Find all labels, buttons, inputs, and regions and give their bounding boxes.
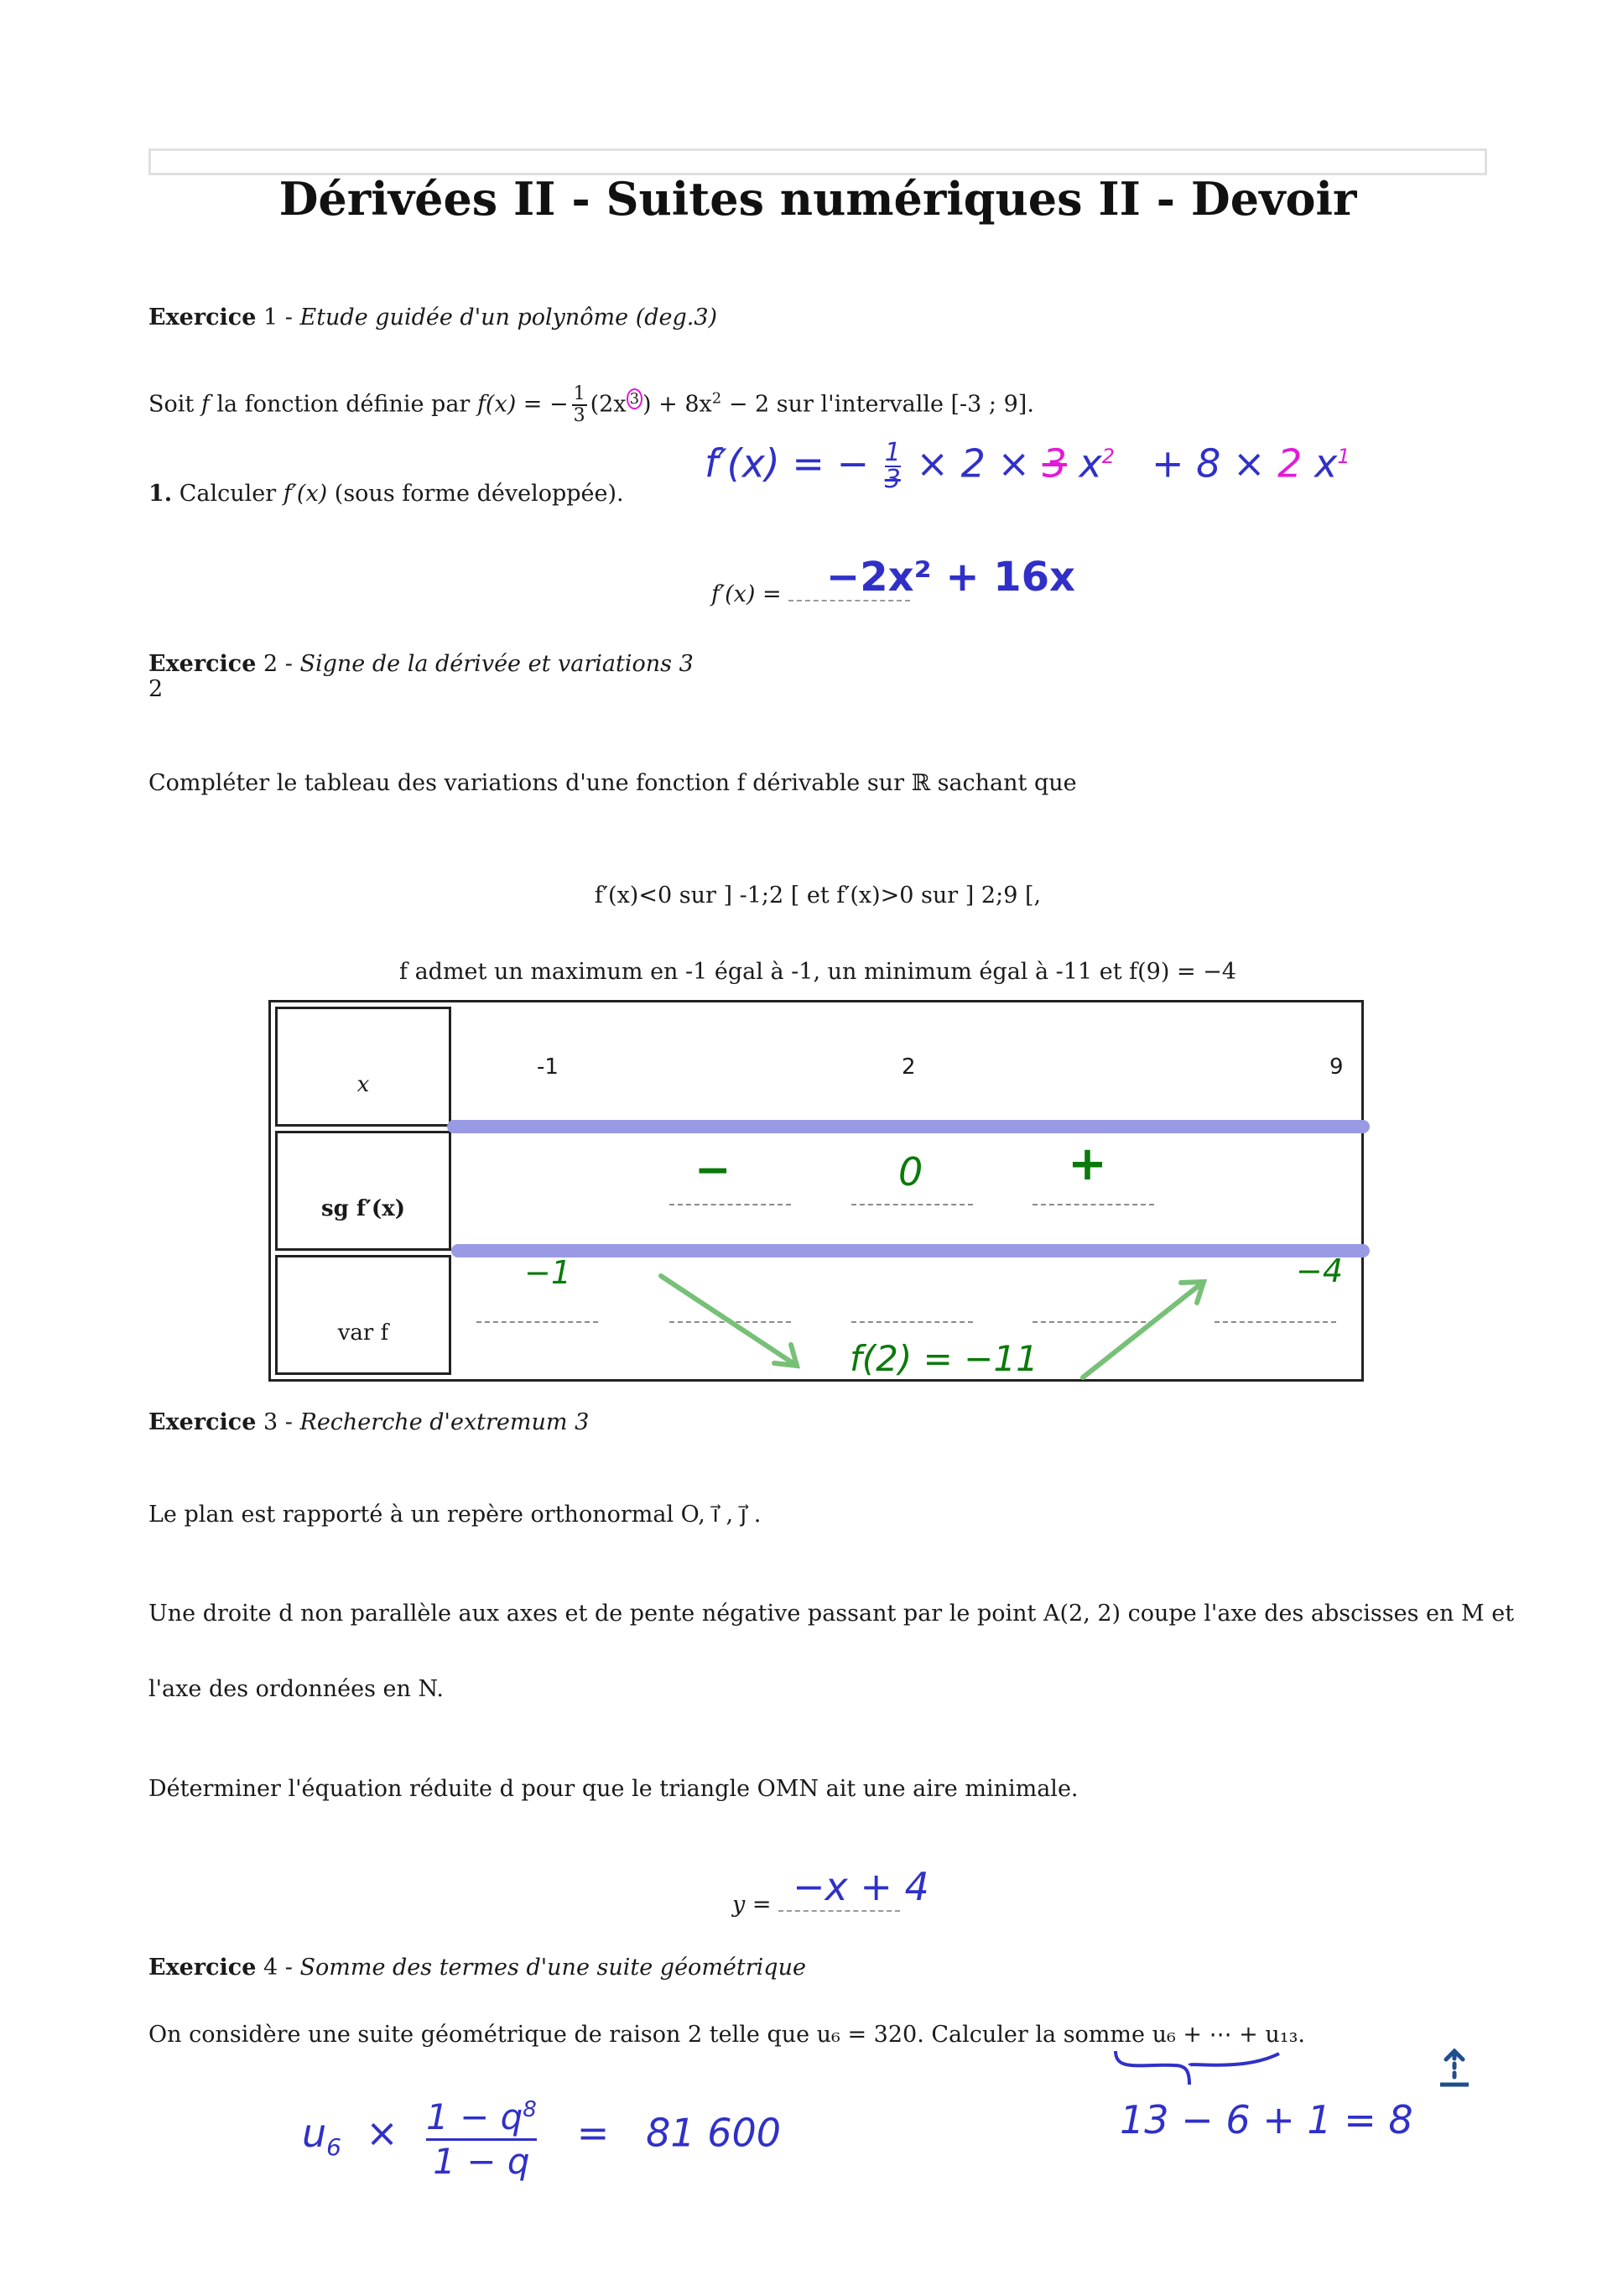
- formula-part: (2x: [590, 391, 627, 418]
- exercise-subtitle: Signe de la dérivée et variations 3: [299, 651, 694, 677]
- formula-lhs: f(x) = −: [476, 391, 569, 418]
- header-text: var f: [337, 1320, 389, 1346]
- text: (sous forme développée).: [327, 481, 624, 507]
- exercise-3-line-2: Une droite d non parallèle aux axes et de pente négative passant par le point A(2, 2) coupe l'axe des abscisses en M et: [148, 1601, 1515, 1627]
- exercise-3-heading: Exercice 3 - Recherche d'extremum 3: [148, 1409, 590, 1435]
- fraction: [426, 2089, 537, 2183]
- formula-part: ) + 8x: [642, 391, 712, 418]
- header-text: sg f′(x): [320, 1196, 405, 1221]
- handwritten-term-count: 13 − 6 + 1 = 8: [1120, 2097, 1413, 2142]
- question-number: 1.: [148, 481, 173, 507]
- handwritten-line-equation: −x + 4: [793, 1864, 929, 1909]
- exercise-number: 1: [263, 305, 278, 331]
- fraction: [572, 384, 587, 426]
- fraction-denominator: 3: [573, 405, 585, 426]
- handwritten-sign: 0: [898, 1149, 923, 1195]
- answer-blank[interactable]: [778, 1910, 900, 1912]
- term: $u_6$: [302, 2110, 341, 2161]
- handwritten-min-value: f(2) = −11: [850, 1338, 1038, 1379]
- increasing-arrow: [1083, 1282, 1204, 1377]
- decreasing-arrow: [661, 1276, 797, 1366]
- exercise-4-heading: Exercice 4 - Somme des termes d'une suite géométrique: [148, 1955, 806, 1981]
- exercise-subtitle: Recherche d'extremum 3: [299, 1409, 590, 1435]
- factor: 2: [1277, 440, 1303, 487]
- exponent: 2: [1101, 445, 1116, 469]
- variation-table: [268, 1000, 1364, 1382]
- condition-extrema: f admet un maximum en -1 égal à -1, un minimum égal à -11 et f(9) = −4: [399, 959, 1236, 985]
- handwritten-sum-formula: $u_6$ × $\frac{1 - q^8}{1 - q}$ = 81 600: [302, 2089, 781, 2183]
- exercise-number: 2: [263, 651, 278, 677]
- exercise-subtitle: Somme des termes d'une suite géométrique: [299, 1955, 806, 1981]
- exercise-3-line-4: Déterminer l'équation réduite d pour que le triangle OMN ait une aire minimale.: [148, 1776, 1079, 1802]
- upload-icon[interactable]: [1438, 2047, 1471, 2089]
- text: la fonction définie par: [209, 391, 477, 418]
- fraction-numerator: 1: [884, 438, 901, 467]
- fraction-numerator: $1 - q^8$: [426, 2089, 537, 2141]
- handwritten-end-value: −4: [1296, 1252, 1344, 1289]
- exercise-number: 4: [263, 1955, 278, 1981]
- fraction: [885, 440, 901, 492]
- x-value: 2: [902, 1054, 916, 1080]
- x-value: -1: [537, 1054, 559, 1080]
- math: f′(x): [283, 481, 328, 507]
- exercise-label: Exercice: [148, 305, 257, 331]
- condition-derivative-sign: f′(x)<0 sur ] -1;2 [ et f′(x)>0 sur ] 2;9 [,: [594, 882, 1042, 909]
- text: Calculer: [172, 481, 284, 507]
- circled-exponent: 3: [627, 388, 642, 409]
- fraction-denominator: 1 − q: [433, 2141, 530, 2182]
- handwritten-max-value: −1: [524, 1254, 572, 1291]
- x-value: 9: [1329, 1054, 1344, 1080]
- exercise-label: Exercice: [148, 651, 257, 677]
- variation-arrows: [271, 1002, 1366, 1384]
- fraction-denominator: 3: [884, 465, 901, 494]
- handwritten-derivative-answer: −2x² + 16x: [826, 554, 1075, 601]
- text: sur l'intervalle [-3 ; 9].: [769, 391, 1034, 418]
- handwritten-derivative-work: f′(x) = − $\frac{1}{3}$ × 2 × 3 $x^2 + 8 \times 2$ $x^1$: [705, 438, 1350, 494]
- crossed-number: 3: [1042, 440, 1067, 487]
- exercise-3-line-3: l'axe des ordonnées en N.: [148, 1676, 444, 1702]
- exercise-2-heading: Exercice 2 - Signe de la dérivée et variations 3: [148, 651, 694, 677]
- page-title: Dérivées II - Suites numériques II - Devoir: [278, 172, 1357, 226]
- exercise-2-statement: Compléter le tableau des variations d'une fonction f dérivable sur ℝ sachant que: [148, 770, 1077, 796]
- exercise-4-statement: On considère une suite géométrique de raison 2 telle que u₆ = 320. Calculer la somme u₆ + ⋯ + u₁₃.: [148, 2022, 1305, 2048]
- underbrace: [1107, 2047, 1292, 2089]
- handwritten-sign: +: [1068, 1137, 1107, 1191]
- exercise-label: Exercice: [148, 1955, 257, 1981]
- exercise-1-statement: [148, 384, 1034, 426]
- formula-part: − 2: [721, 391, 770, 418]
- question-1: [148, 481, 624, 507]
- handwritten-sign: −: [694, 1145, 731, 1195]
- exercise-number: 3: [263, 1409, 278, 1435]
- exercise-label: Exercice: [148, 1409, 257, 1435]
- exercise-subtitle: Etude guidée d'un polynôme (deg.3): [299, 305, 718, 331]
- answer-label: f′(x) =: [711, 581, 782, 607]
- f-symbol: f: [200, 391, 210, 418]
- exponent: 2: [711, 389, 722, 408]
- text: Soit: [148, 391, 201, 418]
- fraction-numerator: 1: [573, 383, 585, 404]
- exercise-3-line-1: Le plan est rapporté à un repère orthonormal O, i⃗ , j⃗ .: [148, 1502, 762, 1528]
- exponent: 1: [1337, 445, 1350, 469]
- stray-number: 2: [148, 676, 164, 702]
- exercise-1-heading: Exercice 1 - Etude guidée d'un polynôme (deg.3): [148, 305, 718, 331]
- answer-label: y =: [732, 1892, 772, 1918]
- header-text: x: [356, 1072, 370, 1097]
